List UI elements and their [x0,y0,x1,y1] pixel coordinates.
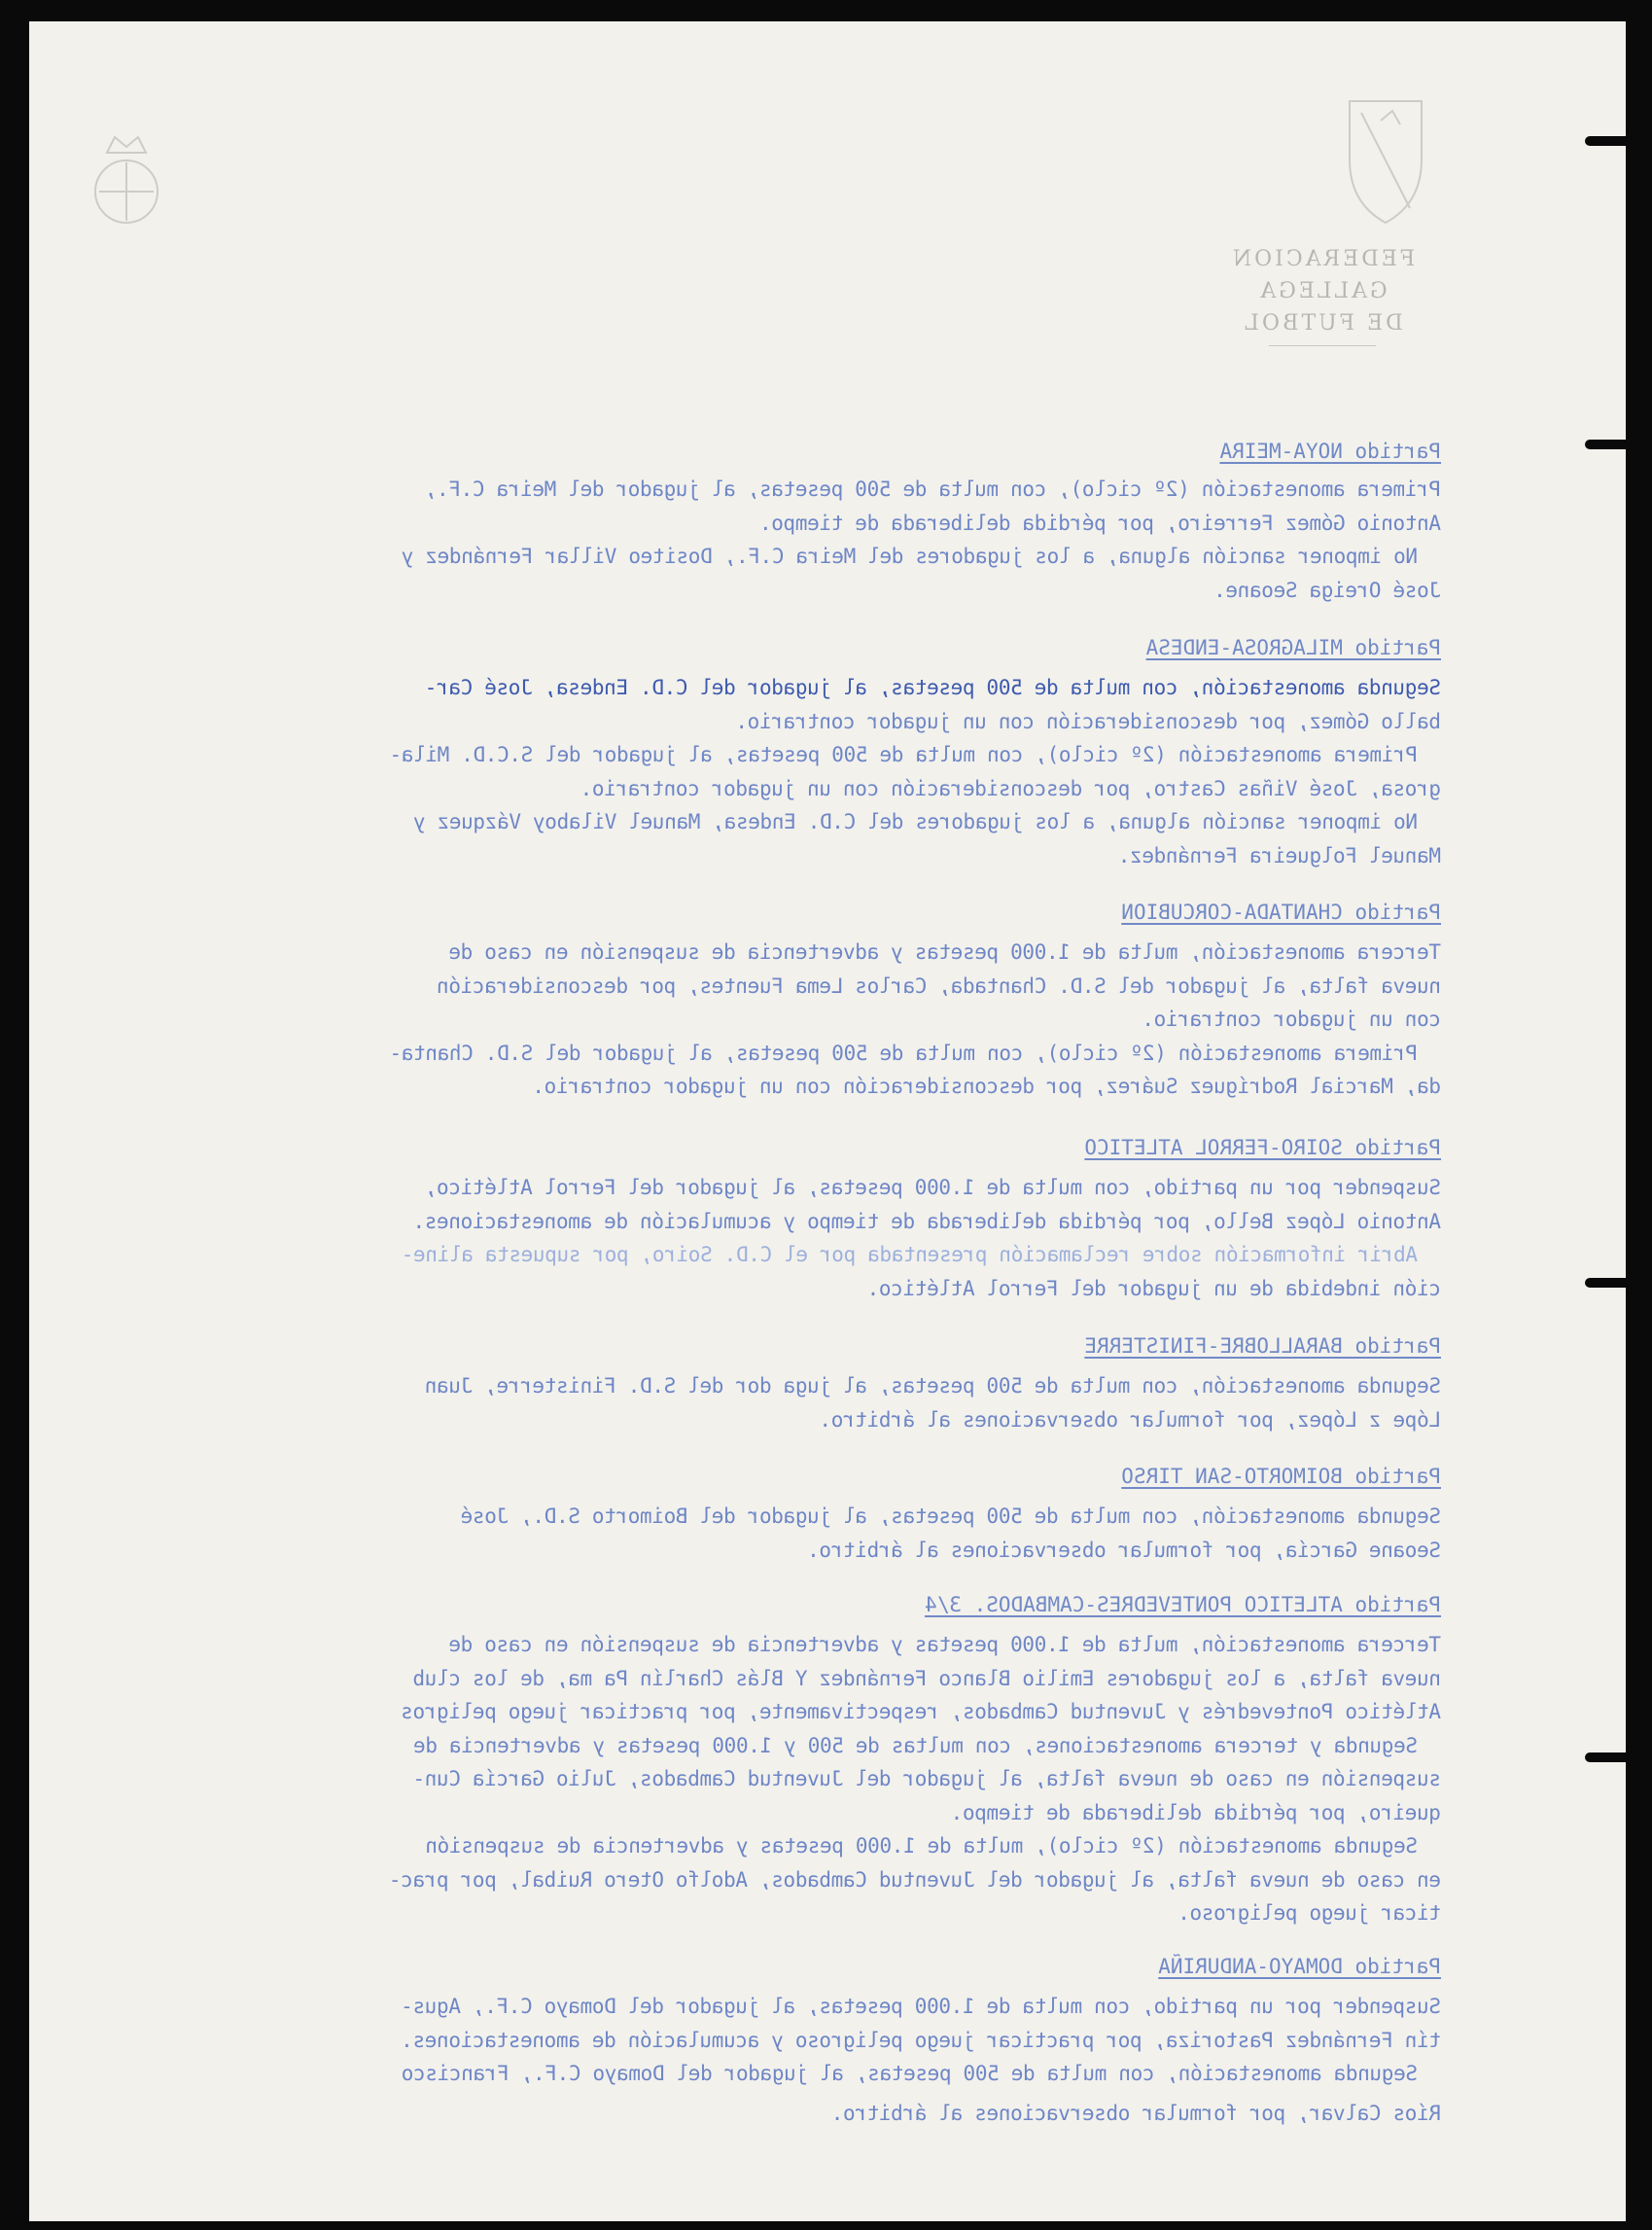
section-heading: Partido NOYA-MEIRA [1219,440,1441,463]
text-line: grosa, José Viñas Castro, por desconsideración con un jugador contrario. [580,776,1441,800]
section-heading: Partido CHANTADA-CORCUBION [1121,901,1441,924]
text-line: ción indebida de un jugador del Ferrol Atlético. [866,1276,1441,1300]
mirrored-typewritten-text [29,21,1626,2221]
document-page [29,21,1626,2221]
text-line: con un jugador contrario. [1142,1008,1441,1031]
text-line: Tercera amonestación, multa de 1.000 pesetas y advertencia de suspensión en caso de [448,1633,1441,1656]
text-line: suspensión en caso de nueva falta, al jugador del Juventud Cambados, Julio García Cun- [412,1767,1441,1790]
text-line: en caso de nueva falta, al jugador del Juventud Cambados, Adolfo Otero Ruibal, por prac- [389,1867,1441,1892]
section-heading: Partido SOIRO-FERROL ATLETICO [1084,1136,1441,1159]
text-line: Primera amonestación (2º ciclo), con multa de 500 pesetas, al jugador del S.D. Chanta- [389,1041,1418,1065]
text-line: Tercera amonestación, multa de 1.000 pesetas y advertencia de suspensión en caso de [448,940,1441,964]
text-line: Segunda amonestación, con multa de 500 pesetas, al jugador del Boimorto S.D., José [460,1504,1441,1528]
text-line: Antonio Gómez Ferreiro, por pérdida deliberada de tiempo. [759,511,1441,535]
section-soiro-ferrol [31,1136,1441,1305]
section-atletico-pontevedres-cambados [31,1593,1441,1930]
text-line: Lópe z López, por formular observaciones al árbitro. [819,1407,1441,1432]
text-line: Segunda amonestación, con multa de 500 pesetas, al jugador del C.D. Endesa, José Car- [425,676,1441,699]
letterhead-line-1: FEDERACION GALLEGA [1229,247,1416,303]
text-line: Primera amonestación (2º ciclo), con multa de 500 pesetas, al jugador del Meira C.F., [425,478,1441,501]
text-line: Seoane García, por formular observaciones al árbitro. [807,1538,1441,1562]
section-domayo-andurina [31,1955,1441,2130]
section-heading: Partido MILAGROSA-ENDESA [1145,636,1441,659]
text-line: Segunda amonestación (2º ciclo), multa de 1.000 pesetas y advertencia de suspensión [425,1834,1418,1858]
section-heading: Partido BARALLOBRE-FINISTERRE [1084,1334,1441,1358]
section-noya-meira [31,440,1441,607]
text-line: nueva falta, al jugador del S.D. Chantada, Carlos Lema Fuentes, por desconsideración [437,973,1441,998]
text-line: nueva falta, a los jugadores Emilio Blanco Fernández Y Blás Charlín Pa ma, de los club [412,1666,1441,1690]
section-heading: Partido ATLETICO PONTEVEDRES-CAMBADOS. 3/4 [924,1593,1441,1616]
text-line: No imponer sanción alguna, a los jugadores del Meira C.F., Dositeo Villar Fernández y [402,545,1418,568]
text-line: Manuel Folgueira Fernández. [1118,843,1441,867]
text-line: Primera amonestación (2º ciclo), con multa de 500 pesetas, al jugador del S.C.D. Mila- [389,743,1418,766]
section-barallobre-finisterre [31,1334,1441,1436]
text-line: José Oreiga Seoane. [1213,578,1441,602]
text-line: Segunda amonestación, con multa de 500 pesetas, al juga dor del S.D. Finisterre, Juan [425,1374,1441,1398]
section-boimorto-san-tirso [31,1465,1441,1567]
section-milagrosa-endesa [31,636,1441,872]
text-line: No imponer sanción alguna, a los jugadores del C.D. Endesa, Manuel Vilaboy Vázquez y [413,810,1418,833]
text-line: Segunda y tercera amonestaciones, con multas de 500 y 1.000 pesetas y advertencia de [413,1733,1418,1757]
text-line: queiro, por pérdida deliberada de tiempo. [950,1800,1441,1824]
text-line: Ríos Calvar, por formular observaciones al árbitro. [831,2101,1441,2125]
text-line: Suspender por un partido, con multa de 1.000 pesetas, al jugador del Domayo C.F., Agus- [401,1995,1441,2018]
text-line: ballo Gómez, por desconsideración con un jugador contrario. [735,709,1441,733]
section-heading: Partido DOMAYO-ANDURIÑA [1158,1955,1441,1978]
text-line: tín Fernández Pastoriza, por practicar juego peligroso y acumulación de amonestaciones. [401,2028,1441,2052]
letterhead-line-2: DE FUTBOL [1242,311,1403,336]
text-line: da, Marcial Rodríguez Suárez, por desconsideración con un jugador contrario. [532,1075,1441,1098]
section-chantada-corcubion [31,901,1441,1104]
section-heading: Partido BOIMORTO-SAN TIRSO [1121,1465,1441,1488]
text-line: Abrir información sobre reclamación presentada por el C.D. Soiro, por supuesta aline- [402,1243,1418,1266]
text-line: Segunda amonestación, con multa de 500 pesetas, al jugador del Domayo C.F., Francisco [402,2062,1418,2085]
text-line: Atlético Pontevedrés y Juventud Cambados, respectivamente, por practicar juego peligros [401,1700,1441,1723]
text-line: ticar juego peligroso. [1177,1901,1441,1925]
text-line: Suspender por un partido, con multa de 1.000 pesetas, al jugador del Ferrol Atlético, [425,1176,1441,1199]
text-line: Antonio López Bello, por pérdida deliberada de tiempo y acumulación de amonestaciones. [412,1209,1441,1233]
